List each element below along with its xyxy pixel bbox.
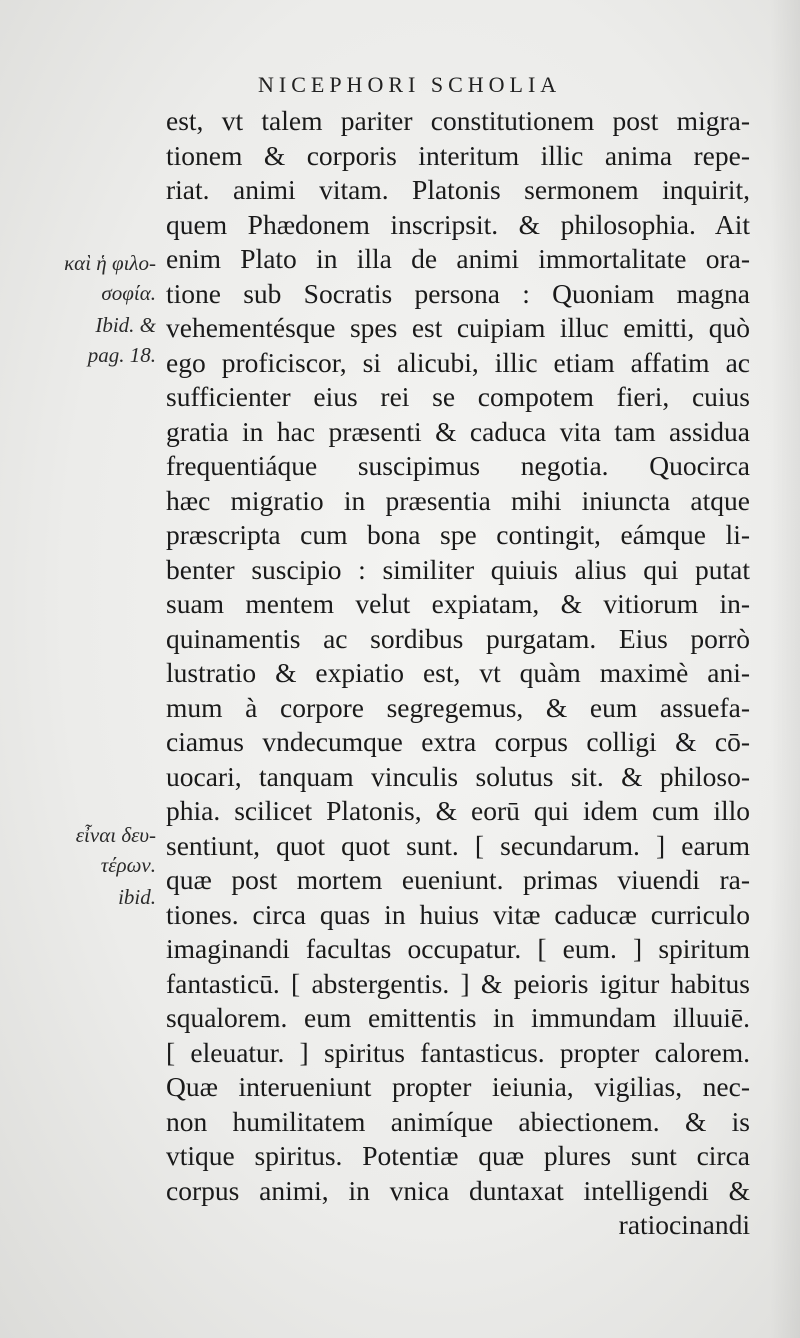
text-line: gratia in hac præsenti & caduca vita tam assidua — [166, 415, 750, 447]
text-line: Quæ interueniunt propter ieiunia, vigilias, nec- — [166, 1071, 750, 1102]
margin-note-ibid-page — [34, 310, 156, 370]
text-line: corpus animi, in vnica duntaxat intelligendi & — [166, 1174, 750, 1206]
margin-note-line: ibid. — [118, 885, 156, 909]
text-line: vtique spiritus. Potentiæ quæ plures sunt circa — [166, 1140, 750, 1171]
text-line: uocari, tanquam vinculis solutus sit. & philoso- — [166, 760, 750, 792]
margin-note-ibid — [34, 882, 156, 912]
running-head: NICEPHORI SCHOLIA — [258, 72, 562, 97]
page-edge-shadow — [770, 0, 800, 1338]
text-line: enim Plato in illa de animi immortalitate ora- — [166, 243, 750, 274]
text-line: frequentiáque suscipimus negotia. Quocirca — [166, 450, 750, 481]
text-line: mum à corpore segregemus, & eum assuefa- — [166, 691, 750, 723]
margin-note-line: σοφία. — [101, 281, 156, 305]
text-line: est, vt talem pariter constitutionem post migra- — [166, 105, 750, 136]
text-line: tiones. circa quas in huius vitæ caducæ curriculo — [166, 898, 750, 930]
text-line: non humilitatem animíque abiectionem. & is — [166, 1105, 750, 1137]
catchword: ratiocinandi — [618, 1209, 750, 1240]
text-line: benter suscipio : similiter quiuis alius qui putat — [166, 553, 750, 585]
margin-note-line: καὶ ἡ φιλο- — [64, 251, 156, 275]
margin-note-line: εἶναι δευ- — [75, 823, 156, 847]
text-line: fantasticū. [ abstergentis. ] & peioris igitur habitus — [166, 967, 750, 999]
margin-note-greek-deuteron — [34, 820, 156, 880]
text-line: ego proficiscor, si alicubi, illic etiam affatim ac — [166, 346, 750, 378]
main-text-block — [166, 104, 750, 1243]
text-line: phia. scilicet Platonis, & eorū qui idem cum illo — [166, 795, 750, 826]
text-line: imaginandi facultas occupatur. [ eum. ] spiritum — [166, 933, 750, 964]
text-line: lustratio & expiatio est, vt quàm maximè ani- — [166, 657, 750, 688]
text-line: hæc migratio in præsentia mihi iniuncta atque — [166, 484, 750, 516]
text-line: riat. animi vitam. Platonis sermonem inquirit, — [166, 174, 750, 205]
text-line: quem Phædonem inscripsit. & philosophia. Ait — [166, 208, 750, 240]
text-line: quæ post mortem eueniunt. primas viuendi ra- — [166, 864, 750, 895]
margin-note-greek-philosophia — [34, 248, 156, 308]
text-line: vehementésque spes est cuipiam illuc emitti, quò — [166, 312, 750, 343]
margin-note-line: pag. 18. — [87, 343, 156, 367]
text-line: sentiunt, quot quot sunt. [ secundarum. ] earum — [166, 829, 750, 861]
text-line: tionem & corporis interitum illic anima repe- — [166, 139, 750, 171]
margin-note-line: τέρων. — [100, 853, 156, 877]
text-line: suam mentem velut expiatam, & vitiorum in- — [166, 588, 750, 619]
text-line: squalorem. eum emittentis in immundam illuuiē. — [166, 1002, 750, 1033]
text-line: [ eleuatur. ] spiritus fantasticus. propter calorem. — [166, 1036, 750, 1068]
text-line: præscripta cum bona spe contingit, eámque li- — [166, 519, 750, 550]
margin-note-line: Ibid. & — [95, 313, 156, 337]
text-line: sufficienter eius rei se compotem fieri, cuius — [166, 381, 750, 412]
text-line: quinamentis ac sordibus purgatam. Eius porrò — [166, 622, 750, 654]
text-line: tione sub Socratis persona : Quoniam magna — [166, 277, 750, 309]
text-line: ciamus vndecumque extra corpus colligi & cō- — [166, 726, 750, 757]
